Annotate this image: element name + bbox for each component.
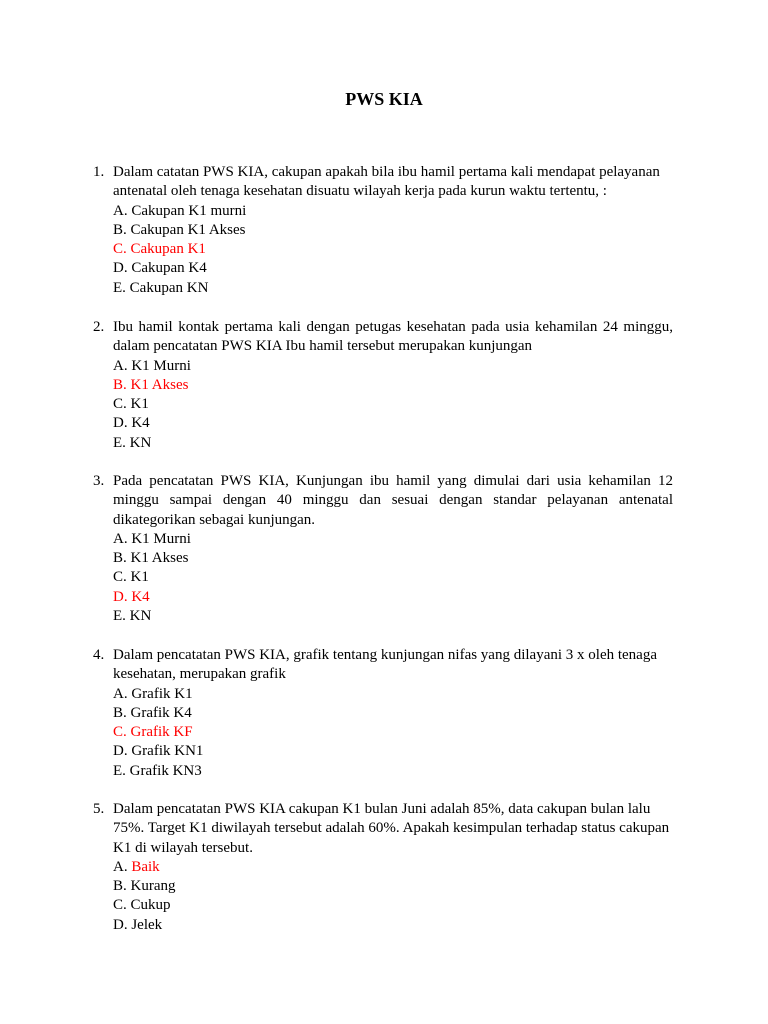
answer-option xyxy=(113,434,673,453)
option-letter: D. xyxy=(113,260,128,277)
option-letter: B. xyxy=(113,221,127,238)
option-letter: B. xyxy=(113,376,127,393)
question-4 xyxy=(93,646,673,781)
option-text: K4 xyxy=(131,588,150,605)
question-number: 3. xyxy=(93,473,105,489)
option-text: Cakupan K1 xyxy=(130,241,206,258)
answer-option xyxy=(113,414,673,433)
question-text: Dalam pencatatan PWS KIA, grafik tentang kunjungan nifas yang dilayani 3 x oleh tenaga kesehatan, merupakan grafik xyxy=(113,647,657,683)
option-letter: B. xyxy=(113,550,127,567)
option-letter: D. xyxy=(113,743,128,760)
answer-option xyxy=(113,877,673,896)
question-text: Pada pencatatan PWS KIA, Kunjungan ibu hamil yang dimulai dari usia kehamilan 12 minggu sampai dengan 40 minggu dan sesuai dengan standar pelayanan antenatal dikategorikan sebagai kunjungan. xyxy=(113,473,673,528)
option-letter: C. xyxy=(113,569,127,586)
answer-options xyxy=(113,858,673,935)
option-letter: C. xyxy=(113,897,127,914)
answer-option xyxy=(113,742,673,761)
answer-option xyxy=(113,588,673,607)
question-2 xyxy=(93,318,673,453)
answer-option xyxy=(113,896,673,915)
option-letter: A. xyxy=(113,530,128,547)
answer-option xyxy=(113,549,673,568)
question-text: Ibu hamil kontak pertama kali dengan petugas kesehatan pada usia kehamilan 24 minggu, dalam pencatatan PWS KIA Ibu hamil tersebut merupakan kunjungan xyxy=(113,319,673,355)
option-text: Cakupan KN xyxy=(129,279,209,296)
option-text: K1 xyxy=(130,396,149,413)
answer-option xyxy=(113,530,673,549)
answer-options xyxy=(113,685,673,781)
option-text: Baik xyxy=(131,858,160,875)
answer-options xyxy=(113,357,673,453)
answer-option xyxy=(113,704,673,723)
answer-option xyxy=(113,858,673,877)
option-text: K1 Akses xyxy=(130,376,189,393)
option-text: Jelek xyxy=(131,916,163,933)
option-letter: C. xyxy=(113,241,127,258)
option-letter: D. xyxy=(113,415,128,432)
option-text: K1 Murni xyxy=(131,530,191,547)
answer-option xyxy=(113,357,673,376)
option-letter: B. xyxy=(113,704,127,721)
answer-option xyxy=(113,259,673,278)
option-text: K1 xyxy=(130,569,149,586)
option-letter: D. xyxy=(113,588,128,605)
question-number: 5. xyxy=(93,801,105,817)
option-text: Grafik KF xyxy=(130,724,193,741)
answer-option xyxy=(113,221,673,240)
answer-option xyxy=(113,395,673,414)
answer-option xyxy=(113,568,673,587)
question-1 xyxy=(93,163,673,298)
option-letter: E. xyxy=(113,434,126,451)
option-letter: E. xyxy=(113,608,126,625)
option-text: K4 xyxy=(131,415,150,432)
question-number: 4. xyxy=(93,647,105,663)
answer-options xyxy=(113,530,673,626)
option-text: Grafik KN3 xyxy=(129,762,202,779)
option-text: Grafik K4 xyxy=(130,704,192,721)
option-text: Cukup xyxy=(130,897,171,914)
option-letter: A. xyxy=(113,357,128,374)
answer-option xyxy=(113,279,673,298)
option-letter: E. xyxy=(113,762,126,779)
option-letter: B. xyxy=(113,878,127,895)
option-text: Cakupan K1 murni xyxy=(131,202,247,219)
option-letter: C. xyxy=(113,396,127,413)
page-title: PWS KIA xyxy=(345,89,423,109)
option-letter: A. xyxy=(113,685,128,702)
answer-option xyxy=(113,376,673,395)
option-text: K1 Akses xyxy=(130,550,189,567)
question-text: Dalam catatan PWS KIA, cakupan apakah bila ibu hamil pertama kali mendapat pelayanan antenatal oleh tenaga kesehatan disuatu wilayah kerja pada kurun waktu tertentu, : xyxy=(113,164,660,200)
option-text: KN xyxy=(129,434,152,451)
answer-option xyxy=(113,607,673,626)
answer-option xyxy=(113,240,673,259)
option-text: K1 Murni xyxy=(131,357,191,374)
answer-option xyxy=(113,762,673,781)
option-letter: A. xyxy=(113,858,128,875)
option-letter: D. xyxy=(113,916,128,933)
answer-options xyxy=(113,202,673,298)
question-text: Dalam pencatatan PWS KIA cakupan K1 bulan Juni adalah 85%, data cakupan bulan lalu 75%. Target K1 diwilayah tersebut adalah 60%. Apakah kesimpulan terhadap status cakupan K1 di wilayah tersebut. xyxy=(113,801,670,856)
question-number: 2. xyxy=(93,319,105,335)
option-letter: E. xyxy=(113,279,126,296)
question-3 xyxy=(93,472,673,626)
option-text: Cakupan K4 xyxy=(131,260,207,277)
option-letter: C. xyxy=(113,724,127,741)
option-letter: A. xyxy=(113,202,128,219)
option-text: Cakupan K1 Akses xyxy=(130,221,246,238)
answer-option xyxy=(113,916,673,935)
option-text: Kurang xyxy=(130,878,176,895)
option-text: KN xyxy=(129,608,152,625)
question-number: 1. xyxy=(93,164,105,180)
answer-option xyxy=(113,202,673,221)
question-5 xyxy=(93,800,673,935)
answer-option xyxy=(113,685,673,704)
option-text: Grafik KN1 xyxy=(131,743,204,760)
answer-option xyxy=(113,723,673,742)
option-text: Grafik K1 xyxy=(131,685,193,702)
